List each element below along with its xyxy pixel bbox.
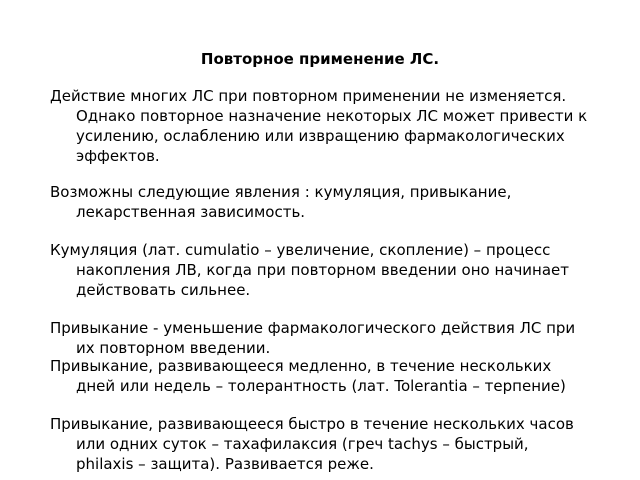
slide-title: Повторное применение ЛС.: [200, 50, 440, 68]
paragraph-cumulation: Кумуляция (лат. cumulatio – увеличение, скопление) – процесс накопления ЛВ, когда при повторном введении оно начинает действовать сильнее.: [50, 241, 570, 299]
paragraph-tachyphylaxis: Привыкание, развивающееся быстро в течение нескольких часов или одних суток – тахафилаксия (греч tachys – быстрый, philaxis – защита). Развивается реже.: [50, 415, 574, 473]
paragraph-habituation: Привыкание - уменьшение фармакологического действия ЛС при их повторном введении.: [50, 319, 576, 357]
paragraph-repeated-use: Действие многих ЛС при повторном применении не изменяется. Однако повторное назначение некоторых ЛС может привести к усилению, ослаблению или извращению фармакологических эффектов.: [50, 87, 588, 165]
paragraph-possible-phenomena: Возможны следующие явления : кумуляция, привыкание, лекарственная зависимость.: [50, 183, 512, 221]
paragraph-tolerance: Привыкание, развивающееся медленно, в течение нескольких дней или недель – толерантность (лат. Tolerantia – терпение): [50, 357, 566, 395]
